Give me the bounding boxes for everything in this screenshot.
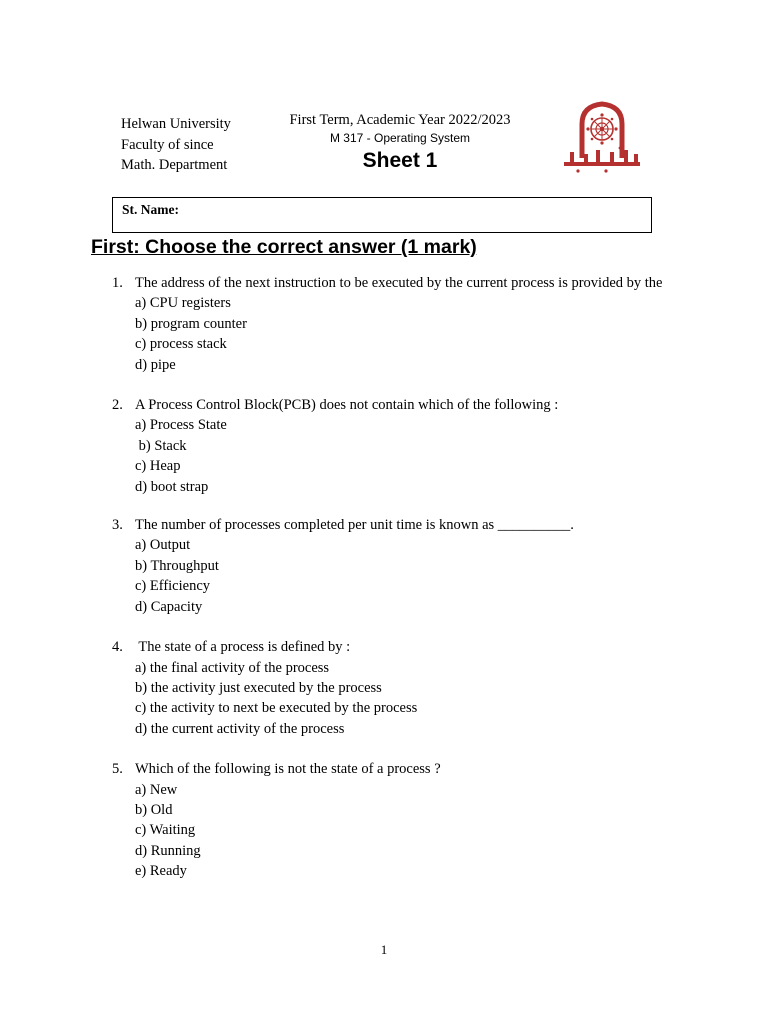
question-number: 5. (112, 761, 123, 778)
answer-option: e) Ready (135, 863, 187, 880)
answer-option: d) Capacity (135, 598, 203, 615)
answer-option: c) the activity to next be executed by the process (135, 700, 418, 717)
university-name: Helwan University (121, 116, 231, 132)
answer-option: c) Waiting (135, 822, 196, 839)
university-logo (560, 100, 644, 178)
question-number: 1. (112, 275, 123, 291)
answer-option: b) the activity just executed by the process (135, 679, 382, 696)
sheet-header (270, 111, 530, 175)
answer-option: d) boot strap (135, 478, 209, 495)
academic-term: First Term, Academic Year 2022/2023 (289, 112, 511, 128)
student-name-box[interactable] (112, 197, 652, 233)
university-info (121, 114, 231, 176)
answer-option: a) New (135, 781, 178, 798)
answer-option: b) Old (135, 801, 173, 818)
course-title: M 317 - Operating System (329, 131, 471, 145)
department-name: Math. Department (121, 157, 228, 173)
question-1 (112, 273, 672, 375)
question-text: The address of the next instruction to be executed by the current process is provided by the (135, 275, 663, 291)
answer-option: a) Process State (135, 417, 227, 434)
question-text: The state of a process is defined by : (135, 639, 351, 656)
faculty-name: Faculty of since (121, 136, 214, 153)
question-number: 3. (112, 517, 123, 534)
answer-option: c) Heap (135, 458, 181, 475)
question-text: Which of the following is not the state of a process ? (135, 761, 441, 778)
question-number: 4. (112, 639, 123, 656)
question-3 (112, 515, 672, 617)
answer-option: a) the final activity of the process (135, 659, 330, 676)
question-text: A Process Control Block(PCB) does not contain which of the following : (135, 397, 559, 414)
answer-option: d) the current activity of the process (135, 720, 345, 737)
sheet-title: Sheet 1 (362, 149, 438, 172)
answer-option: c) process stack (135, 336, 227, 353)
question-text: The number of processes completed per unit time is known as __________. (135, 517, 574, 534)
question-number: 2. (112, 397, 123, 414)
answer-option: c) Efficiency (135, 578, 211, 595)
section-title: First: Choose the correct answer (1 mark) (91, 236, 477, 258)
question-4 (112, 637, 672, 739)
page-number: 1 (380, 942, 388, 957)
answer-option: b) program counter (135, 315, 247, 332)
answer-option: d) Running (135, 842, 201, 859)
answer-option: b) Throughput (135, 557, 219, 574)
answer-option: b) Stack (135, 437, 187, 454)
question-2 (112, 395, 672, 497)
answer-option: a) CPU registers (135, 295, 231, 312)
student-name-label: St. Name: (122, 202, 179, 217)
answer-option: a) Output (135, 537, 191, 554)
question-5 (112, 759, 672, 881)
question-list (112, 273, 672, 882)
answer-option: d) pipe (135, 356, 176, 373)
